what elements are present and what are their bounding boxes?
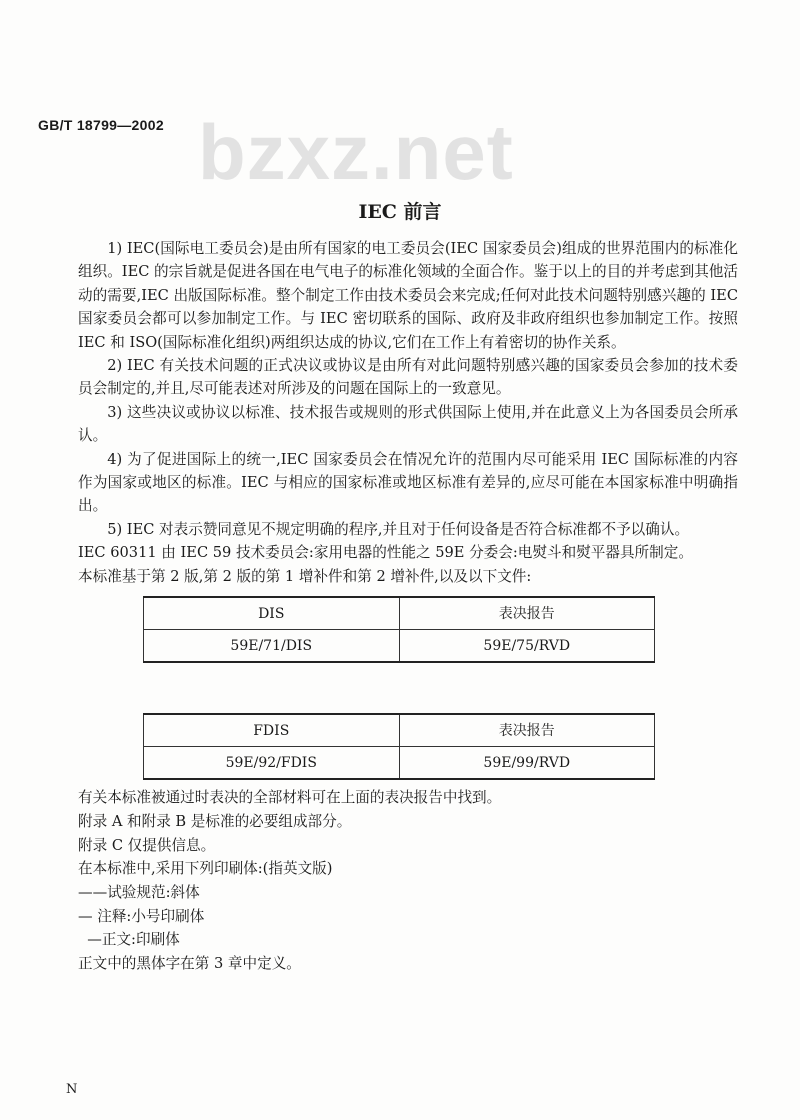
note-line: 附录 C 仅提供信息。: [78, 836, 216, 854]
table-header-cell: 表决报告: [399, 597, 655, 630]
basis-line: 本标准基于第 2 版,第 2 版的第 1 增补件和第 2 增补件,以及以下文件:: [78, 567, 532, 585]
paragraph-2: 2) IEC 有关技术问题的正式决议或协议是由所有对此问题特别感兴趣的国家委员会参加的技术委员会制定的,并且,尽可能表述对所涉及的问题在国际上的一致意见。: [78, 357, 738, 398]
paragraph-3: 3) 这些决议或协议以标准、技术报告或规则的形式供国际上使用,并在此意义上为各国委员会所承认。: [78, 403, 738, 445]
note-line: 有关本标准被通过时表决的全部材料可在上面的表决报告中找到。: [78, 789, 502, 807]
table-header-cell: DIS: [144, 597, 400, 630]
paragraph-4: 4) 为了促进国际上的统一,IEC 国家委员会在情况允许的范围内尽可能采用 IEC 国际标准的内容作为国家或地区的标准。IEC 与相应的国家标准或地区标准有差异的,应尽可能在本国家标准中明确指出。: [78, 450, 738, 515]
committee-line: IEC 60311 由 IEC 59 技术委员会:家用电器的性能之 59E 分委会:电熨斗和熨平器具所制定。: [78, 544, 693, 562]
table-header-row: [144, 597, 655, 630]
paragraph-5: 5) IEC 对表示赞同意见不规定明确的程序,并且对于任何设备是否符合标准都不予以确认。: [107, 520, 690, 538]
table-row: [144, 630, 655, 663]
fdis-table: [143, 713, 655, 780]
note-line: —正文:印刷体: [78, 931, 180, 949]
page-content: [78, 0, 738, 1036]
dis-table: [143, 596, 655, 663]
note-line: 附录 A 和附录 B 是标准的必要组成部分。: [78, 812, 352, 830]
note-line: 在本标准中,采用下列印刷体:(指英文版): [78, 860, 333, 878]
note-line: ——试验规范:斜体: [78, 883, 200, 901]
table-row: [144, 747, 655, 780]
table-header-row: [144, 714, 655, 747]
table-cell: 59E/71/DIS: [144, 630, 400, 663]
paragraph-1: 1) IEC(国际电工委员会)是由所有国家的电工委员会(IEC 国家委员会)组成的世界范围内的标准化组织。IEC 的宗旨就是促进各国在电气电子的标准化领域的全面合作。鉴于以上的目的并考虑到其他活动的需要,IEC 出版国际标准。整个制定工作由技术委员会来完成;任何对此技术问题特别感兴趣的 IEC 国家委员会都可以参加制定工作。与 IEC 密切联系的国际、政府及非政府组织也参加制定工作。按照 IEC 和 ISO(国际标准化组织)两组织达成的协议,它们在工作上有着密切的协作关系。: [78, 240, 738, 351]
table-cell: 59E/75/RVD: [399, 630, 655, 663]
note-line: — 注释:小号印刷体: [78, 907, 205, 925]
table-header-cell: 表决报告: [399, 714, 655, 747]
standard-number: GB/T 18799—2002: [38, 117, 164, 133]
table-header-cell: FDIS: [144, 714, 400, 747]
page-title: IEC 前言: [358, 201, 442, 223]
note-line: 正文中的黑体字在第 3 章中定义。: [78, 955, 301, 973]
table-cell: 59E/99/RVD: [399, 747, 655, 780]
foreword-body: [78, 237, 738, 588]
notes-section: [78, 786, 738, 976]
table-cell: 59E/92/FDIS: [144, 747, 400, 780]
page-number: N: [66, 1082, 78, 1097]
watermark: bzxz.net: [198, 108, 514, 196]
